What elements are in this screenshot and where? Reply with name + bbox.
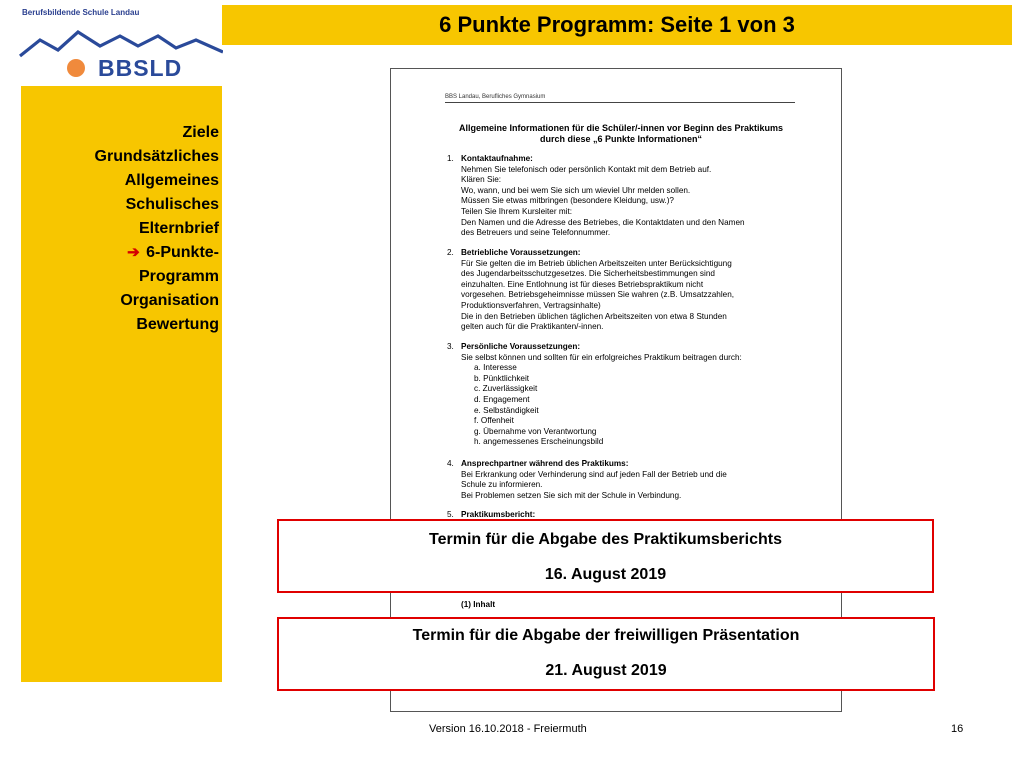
list-item: g. Übernahme von Verantwortung [474, 426, 597, 436]
section-number: 4. [447, 459, 454, 468]
heading-line: Allgemeine Informationen für die Schüler/-innen vor Beginn des Praktikums [458, 123, 784, 133]
section-number: 3. [447, 342, 454, 351]
section-line: Nehmen Sie telefonisch oder persönlich Kontakt mit dem Betrieb auf. [461, 164, 712, 174]
sidebar [21, 86, 222, 682]
sidebar-nav [95, 121, 219, 337]
logo-mark: BBSLD [98, 55, 183, 81]
section-line: Wo, wann, und bei wem Sie sich um wieviel Uhr melden sollen. [461, 185, 691, 195]
list-item: a. Interesse [474, 363, 517, 373]
section-line: Teilen Sie Ihrem Kursleiter mit: [461, 206, 573, 216]
nav-item-allgemeines[interactable]: Allgemeines [124, 172, 219, 189]
section-heading: Ansprechpartner während des Praktikums: [461, 459, 629, 468]
section-heading: Praktikumsbericht: [461, 510, 536, 519]
section-2 [447, 248, 821, 333]
list-item: d. Engagement [474, 394, 530, 404]
callout-title: Termin für die Abgabe des Praktikumsberichts [429, 531, 782, 548]
nav-item-6-punkte-programm[interactable] [95, 241, 219, 265]
callout-title: Termin für die Abgabe der freiwilligen Präsentation [412, 627, 800, 644]
list-item: c. Zuverlässigkeit [474, 384, 538, 394]
section-number: 2. [447, 248, 454, 257]
page-number: 16 [951, 723, 964, 735]
section-line: Die in den Betrieben üblichen täglichen Arbeitszeiten von etwa 8 Stunden [461, 311, 727, 321]
nav-item-ziele[interactable]: Ziele [182, 124, 219, 141]
section-line: Produktionsverfahren, Vertragsinhalte) [461, 300, 601, 310]
nav-item-grundsaetzliches[interactable]: Grundsätzliches [94, 148, 219, 165]
heading-line: durch diese „6 Punkte Informationen“ [539, 134, 703, 144]
nav-item-organisation[interactable]: Organisation [120, 292, 219, 309]
section-heading: Betriebliche Voraussetzungen: [461, 248, 581, 257]
section-line: des Betreuers und seine Telefonnummer. [461, 228, 611, 238]
section-line: gelten auch für die Praktikanten/-innen. [461, 322, 604, 332]
nav-item-elternbrief[interactable]: Elternbrief [138, 220, 219, 237]
callout-presentation-deadline [277, 617, 935, 691]
section-line: Bei Problemen setzen Sie sich mit der Schule in Verbindung. [461, 490, 682, 500]
section-3 [447, 342, 821, 448]
nav-item-programm[interactable]: Programm [138, 268, 219, 285]
section-line: Den Namen und die Adresse des Betriebes, die Kontaktdaten und den Namen [461, 217, 745, 227]
section-4 [447, 459, 821, 501]
page-title: 6 Punkte Programm: Seite 1 von 3 [439, 12, 795, 37]
trait-list [461, 363, 821, 448]
logo-caption: Berufsbildende Schule Landau [22, 8, 140, 17]
list-item: h. angemessenes Erscheinungsbild [474, 437, 604, 447]
list-item: e. Selbständigkeit [474, 405, 539, 415]
callout-date: 21. August 2019 [545, 662, 667, 679]
list-item: b. Pünktlichkeit [474, 373, 530, 383]
nav-item-schulisches[interactable]: Schulisches [125, 196, 219, 213]
section-heading: Kontaktaufnahme: [461, 154, 533, 163]
callout-date: 16. August 2019 [544, 566, 667, 583]
callout-report-deadline [277, 519, 934, 593]
section-line: des Jugendarbeitsschutzgesetzes. Die Sicherheitsbestimmungen sind [461, 269, 715, 279]
section-line: Für Sie gelten die im Betrieb üblichen Arbeitszeiten unter Berücksichtigung [461, 258, 732, 268]
document-page [390, 68, 842, 712]
list-item: f. Offenheit [474, 416, 514, 426]
title-bar [222, 5, 1012, 45]
section-line: einzuhalten. Eine Entlohnung ist für dieses Betriebspraktikum nicht [461, 279, 704, 289]
section-number: 5. [447, 510, 454, 519]
section-line: Sie selbst können und sollten für ein erfolgreiches Praktikum beitragen durch: [461, 352, 742, 362]
section-line: Schule zu informieren. [461, 480, 543, 490]
current-arrow-icon: ➔ [127, 244, 140, 261]
document-header: BBS Landau, Berufliches Gymnasium [445, 94, 795, 103]
section-number: 1. [447, 154, 454, 163]
section-line: vorgesehen. Betriebsgeheimnisse müssen Sie wahren (z.B. Umsatzzahlen, [461, 290, 735, 300]
section-1 [447, 154, 821, 239]
subsection-inhalt: (1) Inhalt [461, 600, 496, 609]
nav-item-bewertung[interactable]: Bewertung [136, 316, 219, 333]
section-line: Bei Erkrankung oder Verhinderung sind auf jeden Fall der Betrieb und die [461, 469, 727, 479]
nav-item-label: 6-Punkte- [146, 244, 219, 261]
section-line: Klären Sie: [461, 175, 502, 185]
section-line: Müssen Sie etwas mitbringen (besondere Kleidung, usw.)? [461, 196, 674, 206]
section-heading: Persönliche Voraussetzungen: [461, 342, 581, 351]
document-heading [451, 123, 791, 145]
footer-version: Version 16.10.2018 - Freiermuth [429, 723, 587, 735]
